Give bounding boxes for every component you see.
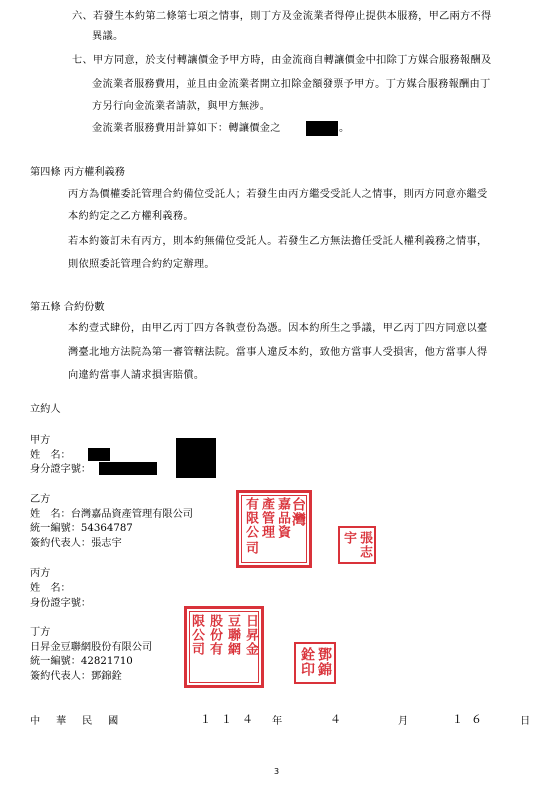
date-char-2: 華 bbox=[56, 716, 67, 727]
party-b-tax-id: 統一編號：54364787 bbox=[30, 523, 133, 534]
date-char-3: 民 bbox=[82, 716, 93, 727]
page-number: 3 bbox=[274, 767, 280, 776]
clause-6-line-2: 異議。 bbox=[92, 31, 124, 42]
signatories-heading: 立約人 bbox=[30, 404, 61, 415]
date-day: １６ bbox=[452, 713, 490, 726]
clause-7-line-4: 金流業者服務費用計算如下：轉讓價金之 bbox=[92, 123, 281, 134]
party-b-company-seal bbox=[236, 490, 312, 568]
seal-d-col-2: 豆聯網 bbox=[225, 614, 240, 656]
party-a-label: 甲方 bbox=[30, 435, 51, 446]
date-year-unit: 年 bbox=[272, 716, 283, 727]
date-char-1: 中 bbox=[30, 716, 41, 727]
clause-7-line-3: 方另行向金流業者請款，與甲方無涉。 bbox=[92, 101, 271, 112]
seal-d-person-col-2: 銓印 bbox=[299, 647, 315, 677]
party-c-name-label: 姓 名： bbox=[30, 583, 71, 594]
party-a-name-redaction bbox=[88, 448, 110, 461]
party-b-label: 乙方 bbox=[30, 494, 51, 505]
seal-d-person-col-1: 鄧錦 bbox=[316, 647, 332, 677]
seal-text-col-1: 台灣 bbox=[290, 497, 306, 527]
party-a-id-redaction bbox=[99, 462, 157, 475]
party-d-name: 日昇金豆聯網股份有限公司 bbox=[30, 642, 153, 653]
seal-person-col-2: 宇 bbox=[341, 531, 356, 545]
party-a-name-label: 姓 名： bbox=[30, 450, 71, 461]
date-month-unit: 月 bbox=[398, 716, 409, 727]
party-d-company-seal bbox=[184, 606, 264, 688]
seal-text-col-2: 嘉品資 bbox=[275, 497, 290, 539]
clause-6-line-1: 六、若發生本約第二條第七項之情事，則丁方及金流業者得停止提供本服務，甲乙兩方不得 bbox=[72, 11, 492, 22]
seal-text-col-5: 司 bbox=[243, 541, 258, 555]
date-month: ４ bbox=[330, 713, 341, 726]
party-d-tax-id: 統一編號：42821710 bbox=[30, 656, 133, 667]
clause-7-line-4-end: 。 bbox=[339, 123, 350, 134]
clause-7-line-2: 金流業者服務費用，並且由金流業者開立扣除金額發票予甲方。丁方媒合服務報酬由丁 bbox=[92, 79, 491, 90]
clause-7-line-1: 七、甲方同意，於支付轉讓價金予甲方時，由金流商自轉讓價金中扣除丁方媒合服務報酬及 bbox=[72, 55, 492, 66]
article-5-line-1: 本約壹式肆份，由甲乙丙丁四方各執壹份為憑。因本約所生之爭議，甲乙丙丁四方同意以臺 bbox=[68, 323, 488, 334]
article-5-line-2: 灣臺北地方法院為第一審管轄法院。當事人違反本約，致他方當事人受損害，他方當事人得 bbox=[68, 347, 488, 358]
article-4-para-1-line-2: 本約約定之乙方權利義務。 bbox=[68, 211, 194, 222]
date-char-4: 國 bbox=[108, 716, 119, 727]
party-c-id-label: 身份證字號： bbox=[30, 598, 92, 609]
redaction-box bbox=[306, 121, 338, 136]
party-c-label: 丙方 bbox=[30, 568, 51, 579]
party-b-personal-seal bbox=[338, 526, 376, 564]
party-d-label: 丁方 bbox=[30, 627, 51, 638]
party-b-representative: 簽約代表人：張志宇 bbox=[30, 538, 122, 549]
article-5-title: 第五條 合約份數 bbox=[30, 302, 105, 313]
date-year: １１４ bbox=[200, 713, 263, 726]
date-day-unit: 日 bbox=[520, 716, 531, 727]
party-b-name: 姓 名：台灣嘉品資產管理有限公司 bbox=[30, 509, 193, 520]
article-5-line-3: 向違約當事人請求損害賠償。 bbox=[68, 370, 205, 381]
seal-d-col-1: 日昇金 bbox=[243, 614, 258, 656]
article-4-title: 第四條 丙方權利義務 bbox=[30, 167, 125, 178]
party-d-representative: 簽約代表人：鄧錦銓 bbox=[30, 671, 122, 682]
party-d-personal-seal bbox=[294, 642, 336, 684]
article-4-para-2-line-1: 若本約簽訂未有丙方，則本約無備位受託人。若發生乙方無法擔任受託人權利義務之情事， bbox=[68, 236, 488, 247]
article-4-para-1-line-1: 丙方為價權委託管理合約備位受託人；若發生由丙方繼受受託人之情事，則丙方同意亦繼受 bbox=[68, 189, 488, 200]
party-a-id-label: 身分證字號： bbox=[30, 464, 92, 475]
party-a-seal-redaction bbox=[176, 438, 216, 478]
seal-person-col-1: 張志 bbox=[357, 531, 372, 559]
seal-d-col-4: 限公司 bbox=[189, 614, 204, 656]
seal-d-col-3: 股份有 bbox=[207, 614, 222, 656]
seal-text-col-3: 產管理 bbox=[259, 497, 274, 539]
seal-text-col-4: 有限公 bbox=[243, 497, 258, 539]
article-4-para-2-line-2: 則依照委託管理合約約定辦理。 bbox=[68, 259, 215, 270]
